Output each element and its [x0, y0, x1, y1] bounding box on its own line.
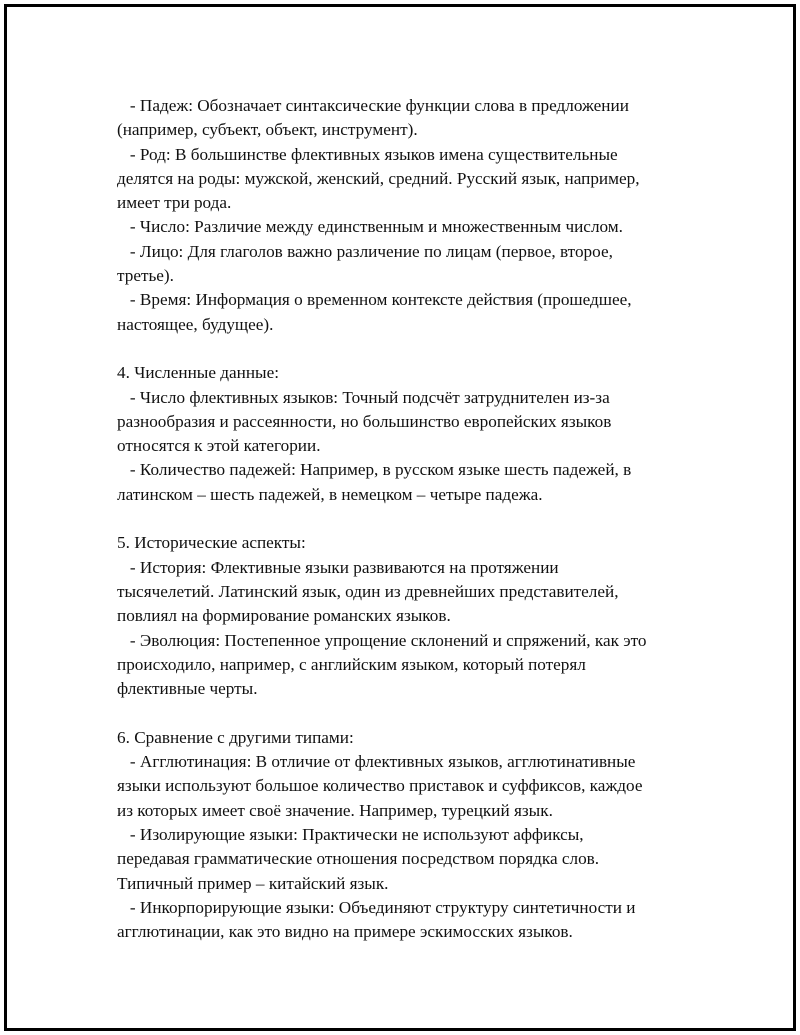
paragraph-gap: [117, 507, 717, 531]
text-line: латинском – шесть падежей, в немецком – четыре падежа.: [117, 484, 543, 504]
text-line: агглютинации, как это видно на примере эскимосских языков.: [117, 922, 573, 942]
text-line: - Число: Различие между единственным и множественным числом.: [117, 217, 623, 237]
text-line: - Падеж: Обозначает синтаксические функции слова в предложении: [117, 96, 629, 115]
text-line: - Род: В большинстве флективных языков имена существительные: [117, 144, 618, 164]
paragraph-gap: [117, 701, 717, 725]
text-line: языки используют большое количество приставок и суффиксов, каждое: [117, 776, 643, 796]
text-line: - Время: Информация о временном контексте действия (прошедшее,: [117, 290, 632, 310]
text-line: флективные черты.: [117, 679, 258, 699]
document-body: [117, 94, 717, 944]
text-line: имеет три рода.: [117, 193, 232, 213]
text-line: передавая грамматические отношения посредством порядка слов.: [117, 849, 600, 869]
text-line: повлиял на формирование романских языков.: [117, 606, 451, 626]
text-line: - Эволюция: Постепенное упрощение склонений и спряжений, как это: [117, 630, 647, 650]
text-line: - Агглютинация: В отличие от флективных языков, агглютинативные: [117, 752, 636, 772]
text-line: разнообразия и рассеянности, но большинство европейских языков: [117, 411, 612, 431]
text-line: из которых имеет своё значение. Например, турецкий язык.: [117, 800, 553, 820]
text-line: делятся на роды: мужской, женский, средний. Русский язык, например,: [117, 168, 640, 188]
text-line: - Лицо: Для глаголов важно различение по лицам (первое, второе,: [117, 241, 613, 261]
section-heading: 5. Исторические аспекты:: [117, 533, 306, 553]
text-line: - Инкорпорирующие языки: Объединяют структуру синтетичности и: [117, 897, 636, 917]
text-line: Типичный пример – китайский язык.: [117, 873, 389, 893]
text-line: происходило, например, с английским языком, который потерял: [117, 654, 586, 674]
text-line: - Изолирующие языки: Практически не используют аффиксы,: [117, 824, 584, 844]
paragraph-gap: [117, 337, 717, 361]
text-line: настоящее, будущее).: [117, 314, 274, 334]
text-line: - Число флективных языков: Точный подсчёт затруднителен из-за: [117, 387, 610, 407]
text-line: относятся к этой категории.: [117, 436, 321, 456]
text-line: - История: Флективные языки развиваются на протяжении: [117, 557, 559, 577]
text-line: тысячелетий. Латинский язык, один из древнейших представителей,: [117, 581, 619, 601]
text-line: - Количество падежей: Например, в русском языке шесть падежей, в: [117, 460, 632, 480]
section-heading: 4. Численные данные:: [117, 363, 279, 383]
section-heading: 6. Сравнение с другими типами:: [117, 727, 354, 747]
text-line: третье).: [117, 266, 174, 286]
text-line: (например, субъект, объект, инструмент).: [117, 120, 418, 140]
